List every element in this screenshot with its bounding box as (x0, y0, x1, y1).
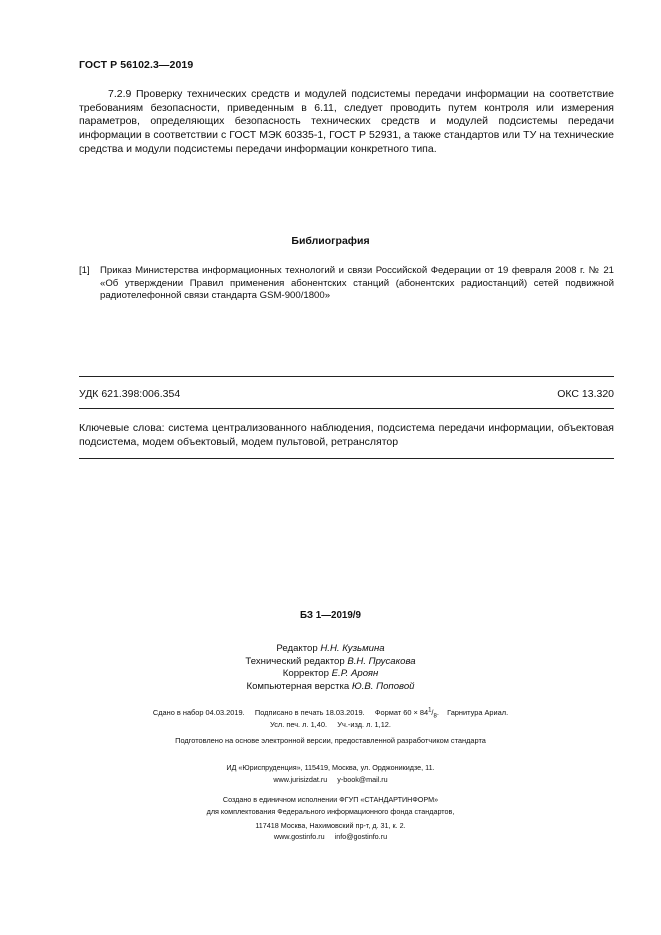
bibliography-item-text: Приказ Министерства информационных технологий и связи Российской Федерации от 19 февраля 2008 г. № 21 «Об утверждении Правил применения абонентских станций (абонентских радиостанций) сетей подвижной радиотелефонной связи стандарта GSM-900/1800» (100, 265, 614, 302)
credits-block (0, 643, 661, 693)
bz-number: БЗ 1—2019/9 (300, 610, 361, 621)
credit-line: Технический редактор В.Н. Прусакова (245, 655, 416, 667)
standard-header: ГОСТ Р 56102.3—2019 (79, 59, 194, 71)
udk-code: УДК 621.398:006.354 (79, 388, 181, 400)
publisher-line2: www.jurisizdat.ru y-book@mail.ru (273, 775, 388, 784)
bibliography-title: Библиография (291, 235, 370, 247)
credit-line: Корректор Е.Р. Ароян (282, 668, 379, 680)
publisher-line3: Создано в единичном исполнении ФГУП «СТАНДАРТИНФОРМ» (222, 795, 439, 804)
divider-bottom (79, 458, 614, 459)
keywords: Ключевые слова: система централизованного наблюдения, подсистема передачи информации, объектовая подсистема, модем объектовый, модем пультовой, ретранслятор (79, 422, 614, 449)
publisher-line1: ИД «Юриспруденция», 115419, Москва, ул. Орджоникидзе, 11. (226, 763, 435, 772)
publisher-line4: для комплектования Федерального информационного фонда стандартов, (206, 807, 455, 816)
divider-top (79, 376, 614, 377)
publisher-line5: 117418 Москва, Нахимовский пр-т, д. 31, к. 2. (255, 821, 406, 830)
credit-line: Компьютерная верстка Ю.В. Поповой (246, 680, 415, 692)
divider-middle (79, 408, 614, 409)
bibliography-item-number: [1] (79, 265, 90, 276)
print-info-line2: Усл. печ. л. 1,40. Уч.-изд. л. 1,12. (270, 720, 391, 729)
credit-line: Редактор Н.Н. Кузьмина (276, 643, 385, 654)
print-info-line1: Сдано в набор 04.03.2019. Подписано в печать 18.03.2019. Формат $60 \times 84^1/_8$. Гарнитура Ариал. (152, 707, 509, 720)
oks-code: ОКС 13.320 (557, 388, 614, 400)
publisher-line6: www.gostinfo.ru info@gostinfo.ru (273, 832, 388, 841)
clause-text: 7.2.9 Проверку технических средств и модулей подсистемы передачи информации на соответствие требованиям безопасности, приведенным в 6.11, следует проводить путем контроля или измерения параметров, определяющих безопасность технических средств и модулей подсистемы передачи информации в соответствии с ГОСТ МЭК 60335-1, ГОСТ Р 52931, а также стандартов или ТУ на технические средства и модули подсистемы передачи информации конкретного типа. (79, 88, 614, 155)
print-info-line3: Подготовлено на основе электронной версии, предоставленной разработчиком стандарта (175, 736, 486, 745)
clause-7-2-9 (79, 88, 614, 157)
